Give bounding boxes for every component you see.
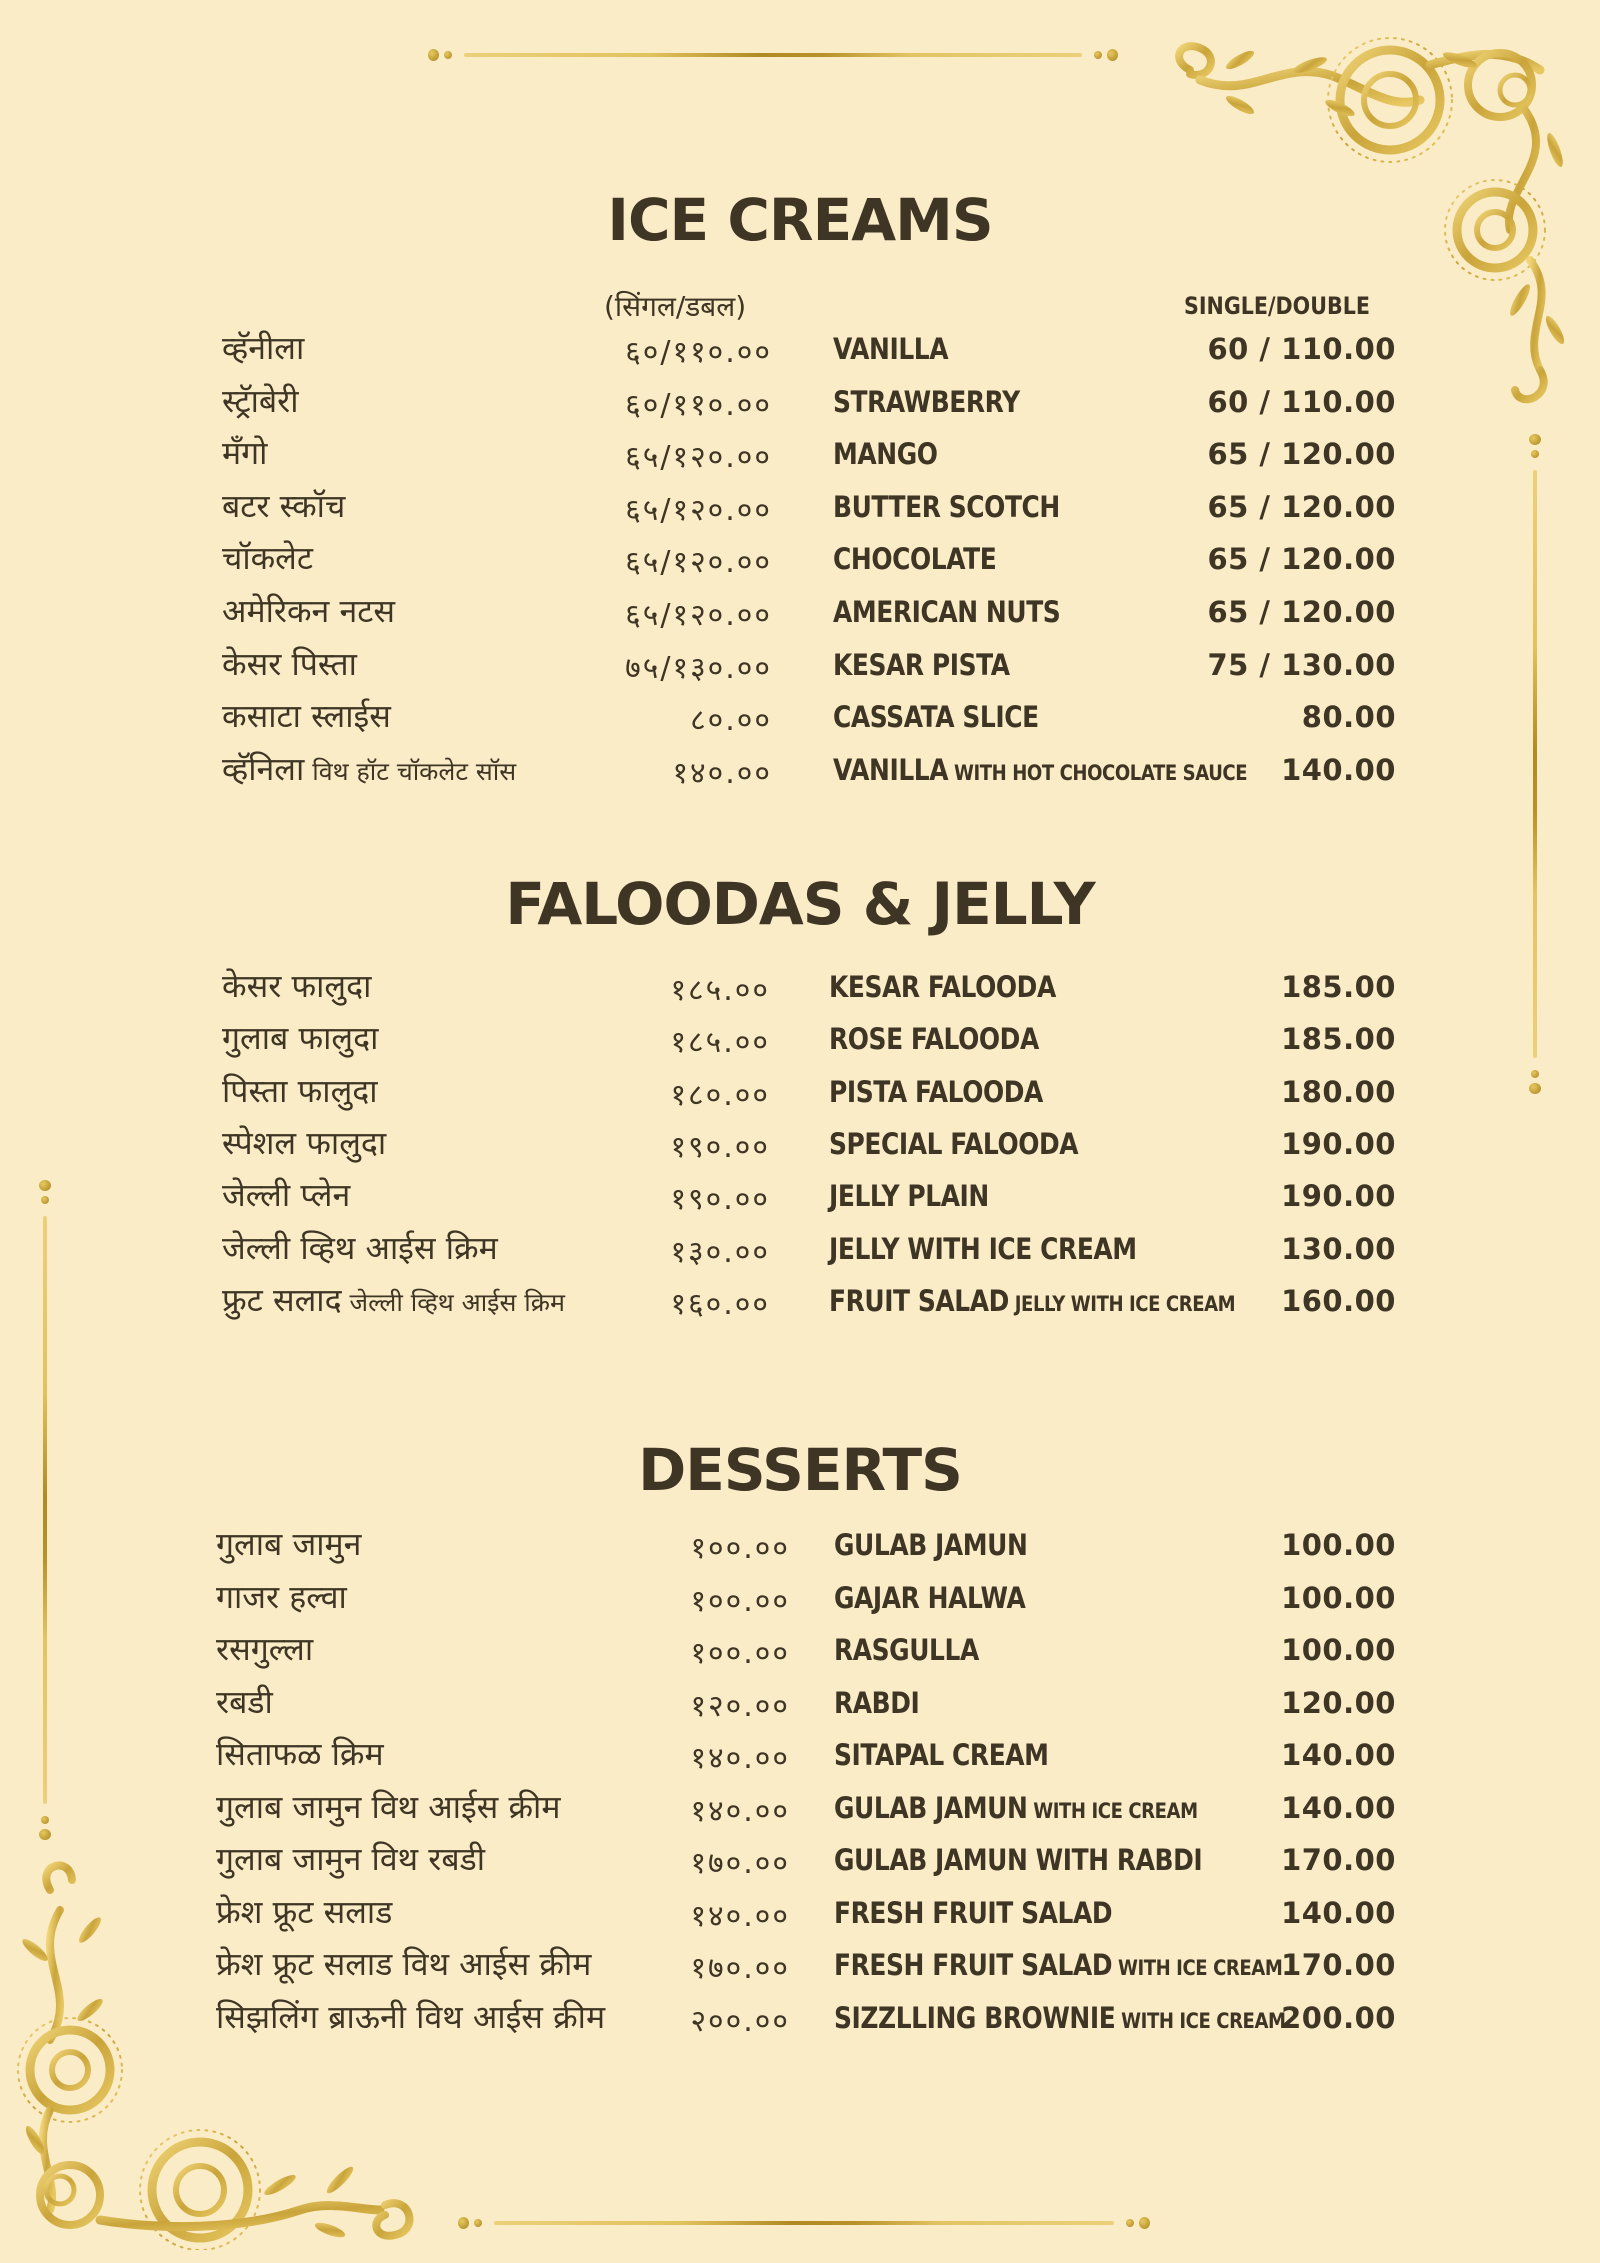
item-name-marathi: सिताफळ क्रिम (216, 1735, 384, 1773)
item-name-marathi: गाजर हल्वा (216, 1577, 347, 1616)
item-name-english: RABDI (834, 1685, 920, 1720)
item-price-english: 60 / 110.00 (1207, 332, 1396, 366)
item-name-english: GULAB JAMUN (834, 1528, 1028, 1562)
item-name-marathi: मँगो (222, 434, 268, 473)
menu-item-row (0, 1942, 1600, 1994)
item-name-marathi: गुलाब फालुदा (222, 1019, 379, 1058)
item-name-marathi: कसाटा स्लाईस (222, 697, 391, 736)
item-name-english: MANGO (833, 437, 938, 472)
item-price-english: 140.00 (1281, 1790, 1396, 1825)
item-name-english: GAJAR HALWA (834, 1580, 1026, 1615)
item-price-english: 185.00 (1281, 1022, 1396, 1057)
item-price-marathi: १४०.०० (690, 1898, 790, 1934)
item-price-marathi: १८५.०० (670, 973, 770, 1008)
item-price-english: 160.00 (1281, 1283, 1396, 1318)
menu-item-row (0, 326, 1600, 378)
menu-item-row (0, 964, 1600, 1016)
item-name-english: FRESH FRUIT SALAD (834, 1895, 1113, 1930)
item-price-english: 140.00 (1281, 1895, 1396, 1930)
item-price-english: 170.00 (1281, 1948, 1396, 1982)
item-price-marathi: १४०.०० (672, 755, 772, 791)
item-price-marathi: ६०/११०.०० (625, 387, 772, 423)
item-name-marathi: केसर फालुदा (222, 967, 372, 1005)
item-price-english: 65 / 120.00 (1207, 489, 1396, 524)
item-name-marathi: गुलाब जामुन (216, 1525, 362, 1563)
item-name-marathi: व्हॅनीला (222, 329, 305, 367)
item-name-english: CHOCOLATE (833, 542, 997, 577)
menu-item-row (0, 1890, 1600, 1942)
item-price-english: 100.00 (1281, 1528, 1396, 1562)
menu-item-row (0, 1226, 1600, 1278)
item-name-english: SIZZLLING BROWNIE WITH ICE CREAM (834, 2000, 1286, 2035)
menu-item-row (0, 589, 1600, 641)
item-name-english: VANILLA WITH HOT CHOCOLATE SAUCE (833, 752, 1248, 787)
item-name-english: CASSATA SLICE (833, 700, 1039, 735)
item-price-marathi: १९०.०० (670, 1182, 770, 1218)
menu-item-row (0, 1173, 1600, 1225)
bottom-divider (458, 2216, 1150, 2230)
item-price-marathi: १८५.०० (670, 1025, 770, 1061)
menu-item-row (0, 642, 1600, 694)
item-price-english: 180.00 (1281, 1074, 1396, 1109)
item-name-english: GULAB JAMUN WITH ICE CREAM (834, 1790, 1198, 1825)
item-price-marathi: १००.०० (690, 1636, 790, 1671)
item-price-marathi: १४०.०० (690, 1793, 790, 1829)
item-name-marathi: बटर स्कॉच (222, 486, 346, 525)
item-price-marathi: ६०/११०.०० (625, 335, 772, 370)
item-price-english: 190.00 (1281, 1126, 1396, 1161)
menu-item-row (0, 484, 1600, 536)
item-price-marathi: १६०.०० (670, 1286, 770, 1322)
item-price-english: 100.00 (1281, 1633, 1396, 1667)
item-name-marathi: रसगुल्ला (216, 1630, 314, 1668)
item-name-english: JELLY WITH ICE CREAM (829, 1231, 1137, 1266)
item-name-marathi: जेल्ली प्लेन (222, 1176, 351, 1215)
item-name-marathi: व्हॅनिला विथ हॉट चॉकलेट सॉस (222, 749, 517, 788)
item-price-marathi: १७०.०० (690, 1846, 790, 1881)
item-name-english: PISTA FALOODA (829, 1074, 1043, 1109)
section-title: DESSERTS (638, 1436, 962, 1504)
item-name-english: RASGULLA (834, 1633, 979, 1667)
menu-item-row (0, 1837, 1600, 1889)
item-price-marathi: १४०.०० (690, 1741, 790, 1776)
item-name-marathi: फ्रुट सलाद जेल्ली व्हिथ आईस क्रिम (222, 1280, 565, 1319)
item-price-english: 130.00 (1281, 1231, 1396, 1266)
item-name-english: FRESH FRUIT SALAD WITH ICE CREAM (834, 1948, 1283, 1982)
item-name-marathi: गुलाब जामुन विथ आईस क्रीम (216, 1787, 561, 1826)
item-price-marathi: ६५/१२०.०० (625, 598, 772, 633)
item-price-marathi: १००.०० (690, 1583, 790, 1619)
menu-item-row (0, 1522, 1600, 1574)
item-name-marathi: स्पेशल फालुदा (222, 1123, 387, 1162)
menu-item-row (0, 1995, 1600, 2047)
menu-item-row (0, 747, 1600, 799)
item-name-english: BUTTER SCOTCH (833, 489, 1060, 524)
item-price-english: 65 / 120.00 (1207, 437, 1396, 472)
menu-item-row (0, 1278, 1600, 1330)
item-price-marathi: १९०.०० (670, 1129, 770, 1165)
item-price-marathi: ६५/१२०.०० (625, 440, 772, 476)
menu-item-row (0, 1121, 1600, 1173)
section-title: FALOODAS & JELLY (505, 870, 1095, 938)
menu-item-row (0, 1575, 1600, 1627)
item-price-english: 65 / 120.00 (1207, 542, 1396, 577)
item-price-marathi: १२०.०० (690, 1688, 790, 1724)
item-price-marathi: १७०.०० (690, 1951, 790, 1986)
item-name-marathi: जेल्ली व्हिथ आईस क्रिम (222, 1228, 498, 1267)
item-name-marathi: अमेरिकन नटस (222, 592, 395, 630)
item-price-marathi: १३०.०० (670, 1234, 770, 1270)
item-price-english: 190.00 (1281, 1179, 1396, 1214)
menu-item-row (0, 1785, 1600, 1837)
menu-item-row (0, 1069, 1600, 1121)
item-name-marathi: गुलाब जामुन विथ रबडी (216, 1840, 486, 1878)
item-name-marathi: फ्रेश फ्रूट सलाड विथ आईस क्रीम (216, 1945, 592, 1983)
item-name-marathi: स्ट्रॅाबेरी (222, 381, 299, 420)
top-divider (428, 48, 1118, 62)
menu-item-row (0, 379, 1600, 431)
menu-item-row (0, 1627, 1600, 1679)
item-price-english: 75 / 130.00 (1207, 647, 1396, 682)
item-name-english: KESAR FALOODA (829, 970, 1056, 1004)
section-title: ICE CREAMS (607, 186, 993, 254)
item-name-english: KESAR PISTA (833, 647, 1010, 682)
item-price-english: 60 / 110.00 (1207, 384, 1396, 419)
item-price-english: 120.00 (1281, 1685, 1396, 1720)
menu-item-row (0, 431, 1600, 483)
menu-item-row (0, 694, 1600, 746)
item-name-marathi: पिस्ता फालुदा (222, 1071, 378, 1110)
item-name-english: SITAPAL CREAM (834, 1738, 1049, 1772)
item-price-marathi: ७५/१३०.०० (625, 650, 772, 686)
item-price-english: 200.00 (1281, 2000, 1396, 2035)
item-name-english: SPECIAL FALOODA (829, 1126, 1079, 1161)
item-price-english: 185.00 (1281, 970, 1396, 1004)
item-name-english: STRAWBERRY (833, 384, 1020, 419)
column-header-english: SINGLE/DOUBLE (1184, 292, 1370, 320)
item-name-english: FRUIT SALAD JELLY WITH ICE CREAM (829, 1283, 1236, 1318)
item-price-marathi: २००.०० (690, 2003, 790, 2039)
item-name-english: JELLY PLAIN (829, 1179, 989, 1214)
item-price-english: 140.00 (1281, 752, 1396, 787)
item-price-marathi: १००.०० (690, 1531, 790, 1566)
item-name-english: ROSE FALOODA (829, 1022, 1039, 1057)
item-name-english: GULAB JAMUN WITH RABDI (834, 1843, 1203, 1877)
item-price-marathi: ८०.०० (690, 703, 772, 739)
item-name-marathi: सिझलिंग ब्राऊनी विथ आईस क्रीम (216, 1997, 606, 2036)
menu-item-row (0, 1680, 1600, 1732)
menu-item-row (0, 1732, 1600, 1784)
item-name-marathi: चॉकलेट (222, 539, 314, 578)
item-name-english: VANILLA (833, 332, 949, 366)
item-name-marathi: केसर पिस्ता (222, 644, 357, 683)
item-name-marathi: फ्रेश फ्रूट सलाड (216, 1892, 393, 1931)
item-price-english: 170.00 (1281, 1843, 1396, 1877)
item-price-english: 140.00 (1281, 1738, 1396, 1772)
menu-item-row (0, 536, 1600, 588)
item-name-marathi: रबडी (216, 1682, 273, 1721)
item-price-english: 65 / 120.00 (1207, 595, 1396, 629)
menu-item-row (0, 1016, 1600, 1068)
item-price-english: 100.00 (1281, 1580, 1396, 1615)
item-price-english: 80.00 (1301, 700, 1396, 735)
column-header-marathi: (सिंगल/डबल) (604, 290, 747, 323)
item-price-marathi: १८०.०० (670, 1077, 770, 1113)
item-price-marathi: ६५/१२०.०० (625, 492, 772, 528)
item-price-marathi: ६५/१२०.०० (625, 545, 772, 581)
item-name-english: AMERICAN NUTS (833, 595, 1061, 629)
